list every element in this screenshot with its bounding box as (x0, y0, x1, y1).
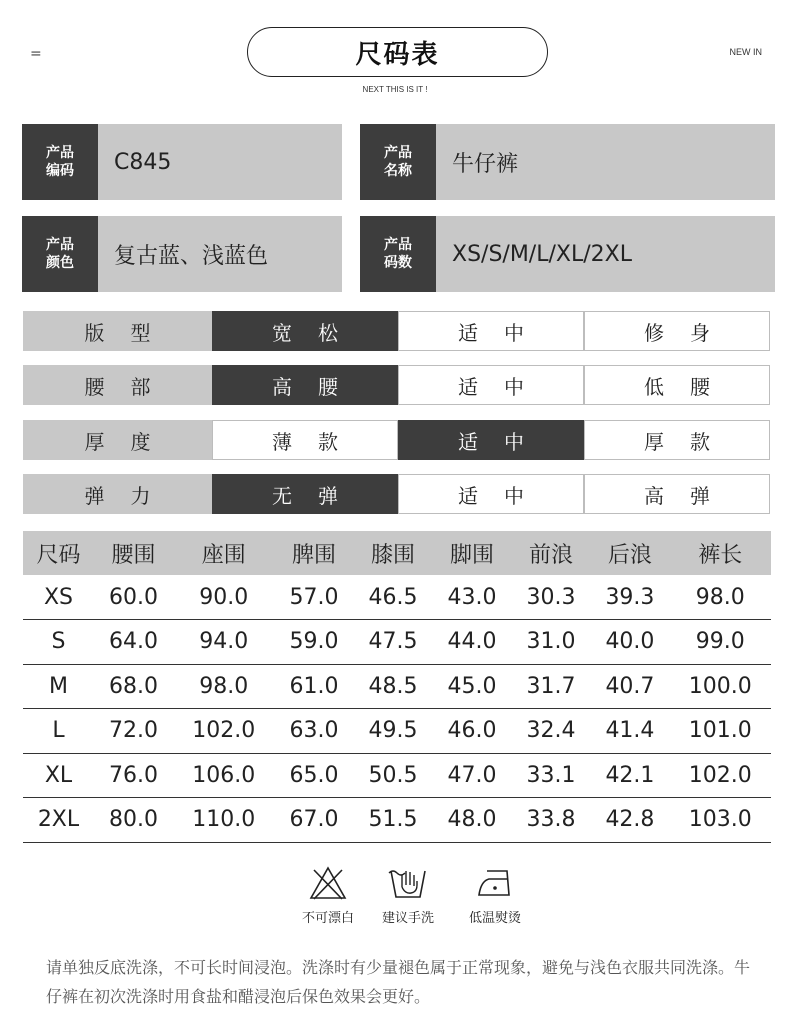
size-cell: M (23, 664, 94, 709)
measure-cell: 68.0 (94, 664, 173, 709)
care-label: 不可漂白 (301, 911, 354, 926)
attr-option: 厚款 (584, 420, 770, 460)
measure-cell: 40.7 (590, 664, 669, 709)
measure-cell: 49.5 (353, 709, 432, 754)
measure-cell: 46.5 (353, 575, 432, 620)
info-product-name (360, 124, 775, 200)
attr-label: 弹力 (23, 474, 212, 514)
measure-cell: 47.5 (353, 620, 432, 665)
measure-cell: 48.5 (353, 664, 432, 709)
measure-cell: 80.0 (94, 798, 173, 843)
measure-cell: 33.1 (511, 753, 590, 798)
attr-option: 宽松 (212, 311, 398, 351)
table-row (23, 753, 771, 798)
care-item-no-bleach (283, 865, 373, 926)
page-title: 尺码表 (247, 27, 548, 77)
measure-cell: 41.4 (590, 709, 669, 754)
measure-cell: 42.8 (590, 798, 669, 843)
measure-cell: 40.0 (590, 620, 669, 665)
measure-cell: 106.0 (173, 753, 275, 798)
attr-label: 腰部 (23, 365, 212, 405)
care-note: 请单独反底洗涤，不可长时间浸泡。洗涤时有少量褪色属于正常现象，避免与浅色衣服共同洗涤。牛仔裤在初次洗涤时用食盐和醋浸泡后保色效果会更好。 (46, 958, 751, 1006)
measure-cell: 51.5 (353, 798, 432, 843)
info-value: 牛仔裤 (452, 151, 519, 177)
size-table (23, 531, 771, 843)
attr-label: 版型 (23, 311, 212, 351)
info-value: 复古蓝、浅蓝色 (114, 243, 269, 269)
care-label: 低温熨烫 (468, 911, 521, 926)
measure-cell: 50.5 (353, 753, 432, 798)
size-cell: XS (23, 575, 94, 620)
info-label: 产品颜色 (22, 216, 98, 292)
measure-cell: 65.0 (275, 753, 354, 798)
measure-cell: 48.0 (432, 798, 511, 843)
table-row (23, 575, 771, 620)
measure-cell: 47.0 (432, 753, 511, 798)
measure-cell: 33.8 (511, 798, 590, 843)
size-cell: XL (23, 753, 94, 798)
table-row (23, 709, 771, 754)
measure-cell: 61.0 (275, 664, 354, 709)
measure-cell: 72.0 (94, 709, 173, 754)
col-header: 裤长 (669, 531, 771, 575)
info-value: XS/S/M/L/XL/2XL (452, 241, 632, 267)
col-header: 后浪 (590, 531, 669, 575)
attr-label: 厚度 (23, 420, 212, 460)
care-label: 建议手洗 (381, 911, 434, 926)
measure-cell: 45.0 (432, 664, 511, 709)
size-table-header (23, 531, 771, 575)
attr-option: 高弹 (584, 474, 770, 514)
measure-cell: 46.0 (432, 709, 511, 754)
measure-cell: 90.0 (173, 575, 275, 620)
measure-cell: 59.0 (275, 620, 354, 665)
measure-cell: 63.0 (275, 709, 354, 754)
col-header: 前浪 (511, 531, 590, 575)
attr-option: 适中 (398, 474, 584, 514)
attr-option: 低腰 (584, 365, 770, 405)
size-cell: L (23, 709, 94, 754)
measure-cell: 102.0 (669, 753, 771, 798)
attr-row-waist (23, 365, 771, 405)
hand-wash-icon (387, 865, 429, 901)
attr-row-fit (23, 311, 771, 351)
attr-option: 无弹 (212, 474, 398, 514)
measure-cell: 31.7 (511, 664, 590, 709)
table-row (23, 620, 771, 665)
info-label: 产品名称 (360, 124, 436, 200)
measure-cell: 101.0 (669, 709, 771, 754)
measure-cell: 43.0 (432, 575, 511, 620)
measure-cell: 64.0 (94, 620, 173, 665)
measure-cell: 76.0 (94, 753, 173, 798)
attr-row-thickness (23, 420, 771, 460)
info-value: C845 (114, 149, 172, 175)
col-header: 膝围 (353, 531, 432, 575)
table-row (23, 798, 771, 843)
size-cell: S (23, 620, 94, 665)
care-item-hand-wash (363, 865, 453, 926)
info-product-color (22, 216, 342, 292)
measure-cell: 31.0 (511, 620, 590, 665)
info-product-code (22, 124, 342, 200)
measure-cell: 98.0 (173, 664, 275, 709)
attr-option: 高腰 (212, 365, 398, 405)
measure-cell: 103.0 (669, 798, 771, 843)
measure-cell: 60.0 (94, 575, 173, 620)
measure-cell: 30.3 (511, 575, 590, 620)
measure-cell: 32.4 (511, 709, 590, 754)
care-item-low-iron (450, 865, 540, 926)
col-header: 尺码 (23, 531, 94, 575)
size-cell: 2XL (23, 798, 94, 843)
table-row (23, 664, 771, 709)
attr-option: 修身 (584, 311, 770, 351)
measure-cell: 100.0 (669, 664, 771, 709)
measure-cell: 44.0 (432, 620, 511, 665)
col-header: 脚围 (432, 531, 511, 575)
attr-row-stretch (23, 474, 771, 514)
low-iron-icon (474, 865, 516, 901)
attr-option: 适中 (398, 420, 584, 460)
new-in-label: NEW IN (729, 47, 762, 57)
measure-cell: 67.0 (275, 798, 354, 843)
col-header: 座围 (173, 531, 275, 575)
page-subtitle: NEXT THIS IS IT ! (362, 85, 428, 94)
info-label: 产品编码 (22, 124, 98, 200)
col-header: 脾围 (275, 531, 354, 575)
measure-cell: 39.3 (590, 575, 669, 620)
no-bleach-icon (308, 865, 348, 901)
attr-option: 薄款 (212, 420, 398, 460)
info-label: 产品码数 (360, 216, 436, 292)
measure-cell: 94.0 (173, 620, 275, 665)
measure-cell: 98.0 (669, 575, 771, 620)
info-product-sizes (360, 216, 775, 292)
measure-cell: 102.0 (173, 709, 275, 754)
measure-cell: 57.0 (275, 575, 354, 620)
col-header: 腰围 (94, 531, 173, 575)
measure-cell: 42.1 (590, 753, 669, 798)
measure-cell: 110.0 (173, 798, 275, 843)
attr-option: 适中 (398, 365, 584, 405)
attr-option: 适中 (398, 311, 584, 351)
measure-cell: 99.0 (669, 620, 771, 665)
menu-icon[interactable]: = (30, 46, 42, 62)
